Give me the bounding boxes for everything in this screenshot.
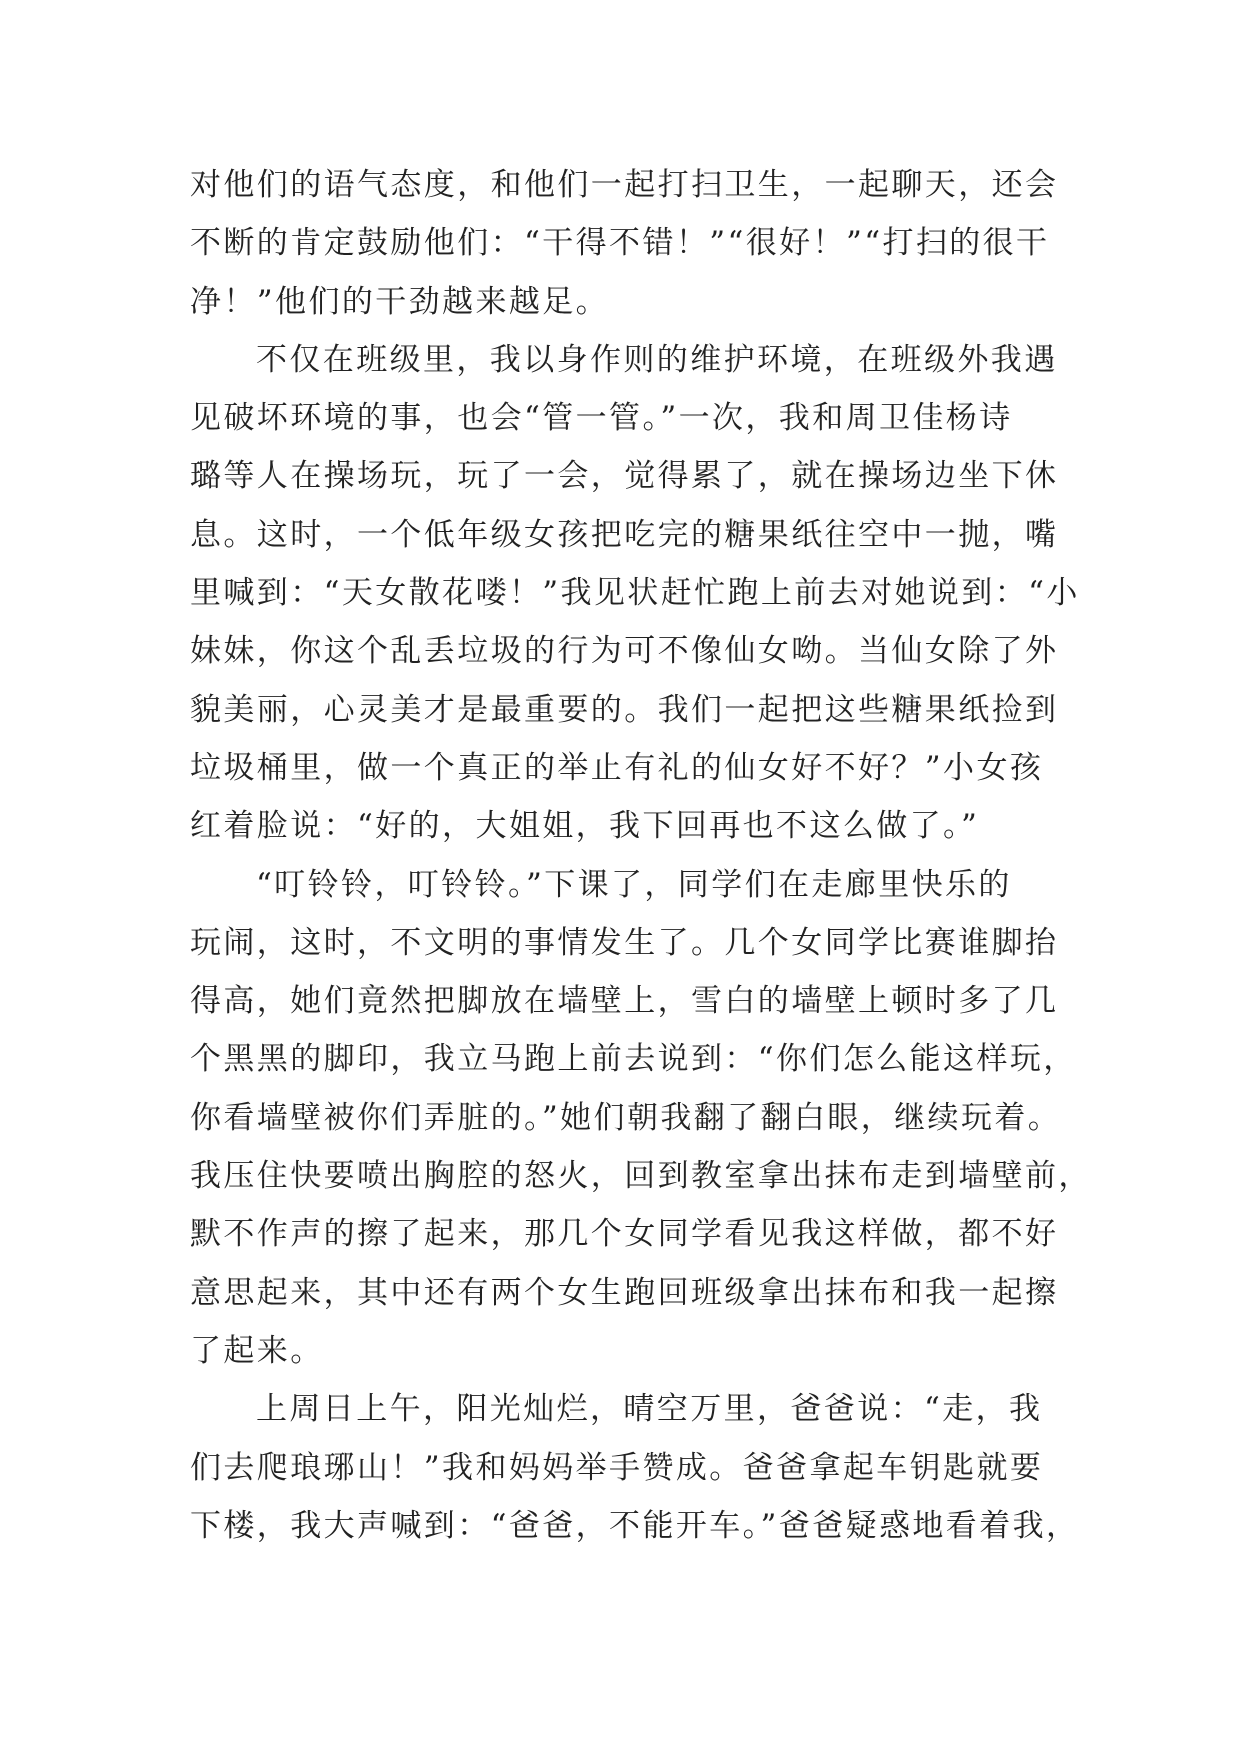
- body-text: [190, 156, 1092, 1555]
- text-line: 妹妹，你这个乱丢垃圾的行为可不像仙女呦。当仙女除了外: [190, 633, 1059, 670]
- text-line: 净！”他们的干劲越来越足。: [190, 283, 610, 320]
- text-line: 意思起来，其中还有两个女生跑回班级拿出抹布和我一起擦: [190, 1274, 1059, 1311]
- text-line: “叮铃铃，叮铃铃。”下课了，同学们在走廊里快乐的: [256, 866, 1012, 903]
- text-line: 了起来。: [190, 1332, 324, 1369]
- text-line: 息。这时，一个低年级女孩把吃完的糖果纸往空中一抛，嘴: [190, 516, 1059, 553]
- text-line: 得高，她们竟然把脚放在墙壁上，雪白的墙壁上顿时多了几: [190, 983, 1059, 1020]
- text-line: 我压住快要喷出胸腔的怒火，回到教室拿出抹布走到墙壁前，: [190, 1158, 1092, 1195]
- text-line: 个黑黑的脚印，我立马跑上前去说到：“你们怎么能这样玩，: [190, 1041, 1077, 1078]
- text-line: 上周日上午，阳光灿烂，晴空万里，爸爸说：“走，我: [256, 1391, 1043, 1428]
- text-line: 你看墙壁被你们弄脏的。”她们朝我翻了翻白眼，继续玩着。: [190, 1099, 1062, 1136]
- text-line: 不断的肯定鼓励他们：“干得不错！”“很好！”“打扫的很干: [190, 225, 1050, 262]
- text-line: 默不作声的擦了起来，那几个女同学看见我这样做，都不好: [190, 1216, 1059, 1253]
- text-line: 璐等人在操场玩，玩了一会，觉得累了，就在操场边坐下休: [190, 458, 1059, 495]
- text-line: 貌美丽，心灵美才是最重要的。我们一起把这些糖果纸捡到: [190, 691, 1059, 728]
- text-line: 们去爬琅琊山！”我和妈妈举手赞成。爸爸拿起车钥匙就要: [190, 1449, 1044, 1486]
- text-line: 不仅在班级里，我以身作则的维护环境，在班级外我遇: [256, 341, 1058, 378]
- text-line: 下楼，我大声喊到：“爸爸，不能开车。”爸爸疑惑地看着我，: [190, 1507, 1080, 1544]
- text-line: 红着脸说：“好的，大姐姐，我下回再也不这么做了。”: [190, 808, 980, 845]
- text-line: 玩闹，这时，不文明的事情发生了。几个女同学比赛谁脚抬: [190, 924, 1059, 961]
- text-line: 里喊到：“天女散花喽！”我见状赶忙跑上前去对她说到：“小: [190, 575, 1080, 612]
- text-line: 对他们的语气态度，和他们一起打扫卫生，一起聊天，还会: [190, 167, 1059, 203]
- text-line: 垃圾桶里，做一个真正的举止有礼的仙女好不好？”小女孩: [190, 749, 1044, 786]
- text-line: 见破坏环境的事，也会“管一管。”一次，我和周卫佳杨诗: [190, 400, 1013, 437]
